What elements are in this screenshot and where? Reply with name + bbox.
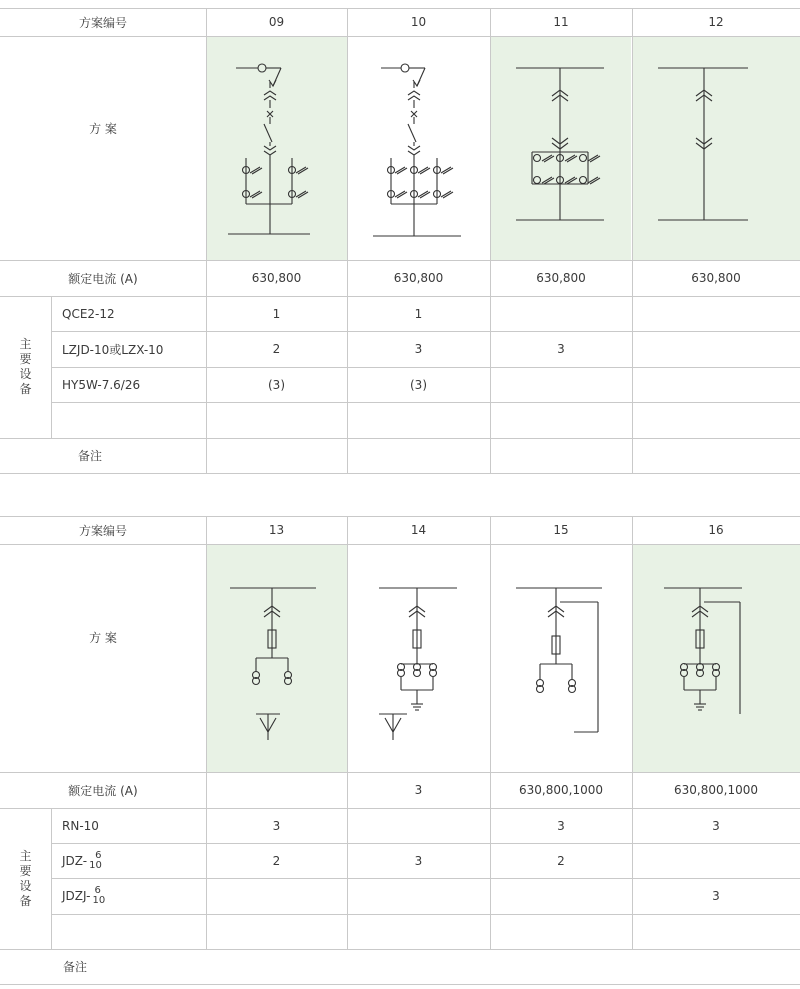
circuit-diagram-13 [206,544,347,772]
equipment-name: LZJD-10或LZX-10 [62,342,164,357]
equipment-qty [490,878,632,914]
scheme-id: 16 [708,523,724,537]
equipment-name-text: JDZJ- [62,889,91,903]
equipment-qty: 3 [712,818,720,833]
rated-current-label: 额定电流 (A) [68,783,138,798]
rated-current-value: 630,800 [536,271,586,285]
remark-label: 备注 [62,960,87,974]
circuit-diagram-16 [632,544,800,772]
equipment-name [52,843,206,878]
fraction-bottom: 10 [89,859,102,871]
circuit-diagram-14 [347,544,490,772]
equipment-qty: 2 [272,342,281,356]
equipment-qty: 3 [272,818,281,833]
scheme-id: 11 [553,15,569,29]
equipment-name-text: JDZ- [62,853,88,868]
main-equipment-char: 备 [19,382,32,396]
main-equipment-label [0,808,51,949]
equipment-qty: 2 [272,853,281,868]
scheme-id: 14 [410,523,427,537]
scheme-id: 13 [268,523,285,537]
equipment-qty: 3 [712,889,720,903]
main-equipment-char: 主 [19,848,32,863]
rated-current-value [206,772,347,808]
equipment-qty: 3 [557,342,565,356]
equipment-qty: 2 [557,853,565,868]
equipment-qty: 3 [414,853,423,868]
fraction-top: 6 [94,885,101,896]
equipment-qty: 1 [414,306,423,321]
voltage-fraction [92,886,105,906]
equipment-qty [347,878,490,914]
remark-label: 备注 [77,449,102,463]
rated-current-value: 630,800,1000 [674,783,758,797]
main-equipment-char: 要 [19,863,32,878]
scheme-number-label: 方案编号 [78,523,127,538]
equipment-qty: 3 [414,342,423,356]
equipment-qty: (3) [410,377,427,392]
equipment-qty: 1 [272,306,281,321]
scheme-id: 09 [268,15,285,29]
scheme-label: 方 案 [89,121,117,136]
scheme-number-label: 方案编号 [78,15,127,30]
equipment-qty: (3) [268,377,285,392]
main-equipment-char: 主 [19,337,32,351]
circuit-diagram-15 [490,544,632,772]
equipment-qty [347,808,490,843]
main-equipment-char: 设 [19,878,32,893]
main-equipment-char: 设 [19,367,32,381]
equipment-qty [206,878,347,914]
main-equipment-char: 要 [19,352,32,366]
main-equipment-char: 备 [19,893,32,908]
scheme-id: 15 [553,523,569,537]
rated-current-label: 额定电流 (A) [68,271,138,286]
rated-current-value: 3 [414,783,423,797]
rated-current-value: 630,800 [691,271,741,285]
rated-current-value: 630,800 [251,271,302,285]
fraction-top: 6 [95,849,102,861]
equipment-name: RN-10 [62,818,99,833]
equipment-name: HY5W-7.6/26 [62,377,141,392]
scheme-id: 10 [410,15,427,29]
equipment-name [52,878,206,914]
rated-current-value: 630,800,1000 [519,783,603,797]
equipment-name: QCE2-12 [62,306,115,321]
voltage-fraction [89,851,102,871]
scheme-label: 方 案 [89,630,117,645]
scheme-id: 12 [708,15,724,29]
rated-current-value: 630,800 [393,271,444,285]
equipment-qty: 3 [557,818,565,833]
equipment-qty [632,843,800,878]
fraction-bottom: 10 [92,895,106,906]
